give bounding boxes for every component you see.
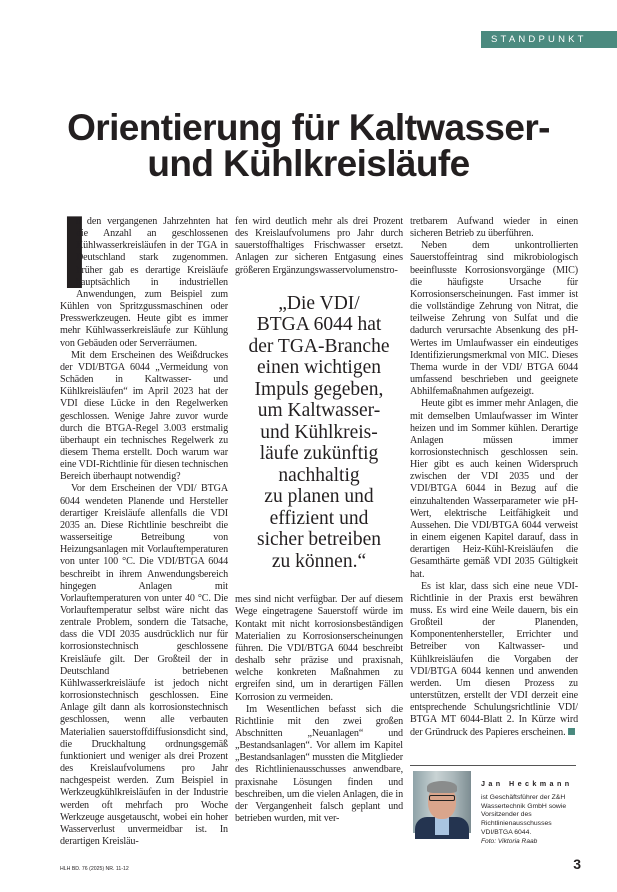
page-number: 3 bbox=[573, 856, 581, 873]
paragraph: fen wird deutlich mehr als drei Prozent des Kreislaufvolumens pro Jahr durch sauerstoffhaltiges Frischwasser ersetzt. Anlagen zur sicheren Entgasung eines größeren Ergänzungswasservolumenstro- bbox=[235, 216, 403, 276]
column-2 bbox=[235, 216, 403, 825]
issue-info: HLH BD. 76 (2025) NR. 11-12 bbox=[60, 866, 129, 873]
pull-quote-line: um Kaltwasser- bbox=[257, 400, 381, 422]
photo-credit: Foto: Viktoria Raab bbox=[481, 837, 538, 845]
text-column-2-top bbox=[235, 216, 403, 277]
pull-quote-line: und Kühlkreis- bbox=[260, 421, 378, 443]
end-mark-icon bbox=[568, 728, 575, 735]
paragraph: Im Wesentlichen befasst sich die Richtlinie mit den zwei großen Abschnitten „Neuanlagen“ und „Bestandsanlagen“. Vor allem im Kapitel „Bestandsanlagen“ mussten die Mitglieder des Richtlinienausschusses anwendbare, praxisnahe Lösungen finden und beschreiben, um die vielen Anlagen, die in der Vergangenheit falsch geplant und betrieben wurden, mit ver- bbox=[235, 703, 403, 825]
paragraph: Vor dem Erscheinen der VDI/ BTGA 6044 wendeten Planende und Hersteller derartiger Kreisläufe allenfalls die VDI 2035 an. Diese Richtlinie beschreibt die wasserseitige Betreibung von Heizungsanlagen mit Vorlauftemperaturen von unter 100 °C. Die VDI/BTGA 6044 beschreibt in ihrem Anwendungsbereich hingegen Anlagen mit Vorlauftemperaturen von unter 40 °C. Die Vorlauftemperatur selbst wäre nicht das zentrale Problem, sondern die Tatsache, dass die VDI 2035 ausdrücklich nur für korrosionstechnisch geschlossene Kreisläufe gilt. Der Großteil der in Deutschland betriebenen Kühlwasserkreisläufe ist jedoch nicht korrosionstechnisch geschlossen. Eine Anlage gilt dann als korrosionstechnisch geschlossen, wenn alle verbauten Materialien sauerstoffdiffusionsdicht sind, die Druckhaltung ordnungsgemäß funktioniert und weniger als drei Prozent des Kreislaufvolumens pro Jahr nachgespeist werden. Zum Beispiel in Werkzeugkühlkreisläufen in der Industrie werden oft mehrfach pro Woche Werkzeuge ausgetauscht, wobei ein hoher Wasserverlust unvermeidbar ist. In derartigen Kreisläu- bbox=[60, 483, 228, 847]
text-column-2-bottom bbox=[235, 594, 403, 825]
pull-quote-line: zu planen und bbox=[264, 486, 374, 508]
text-column-1 bbox=[60, 195, 228, 848]
author-name: Jan Heckmann bbox=[481, 778, 573, 788]
pull-quote-line: zu können.“ bbox=[271, 550, 367, 572]
column-3 bbox=[410, 216, 578, 847]
author-box bbox=[413, 771, 578, 847]
article-body bbox=[60, 195, 581, 892]
pull-quote-line: der TGA-Branche bbox=[248, 335, 390, 357]
pull-quote-line: nachhaltig bbox=[278, 464, 360, 486]
title-line-1: Orientierung für Kaltwasser- bbox=[67, 107, 550, 148]
pull-quote-line: effizient und bbox=[269, 507, 369, 529]
paragraph-text: Es ist klar, dass sich eine neue VDI-Richtlinie in der Praxis erst bewähren muss. Es wird eine Weile dauern, bis ein Großteil der Planenden, Komponentenhersteller, Errichter und Betreiber von Kaltwasser- und Kühlkreisläufen die Vorgaben der VDI/BTGA 6044 kennen und anwenden werden. Um diesen Prozess zu unterstützen, erstellt der VDI derzeit eine entsprechende Schulungsrichtlinie VDI/ BTGA MT 6044-Blatt 2. In Kürze wird der Gründruck des Papieres erscheinen. bbox=[410, 580, 578, 738]
section-rubric: STANDPUNKT bbox=[481, 31, 617, 48]
drop-cap: I bbox=[60, 195, 89, 311]
pull-quote-line: Impuls gegeben, bbox=[254, 378, 384, 400]
paragraph: Heute gibt es immer mehr Anlagen, die mit demselben Umlaufwasser im Winter heizen und im Sommer kühlen. Derartige Anlagen müssen immer korrosionstechnisch geschlossen sein. Hier gibt es auch keinen Widerspruch zwischen der VDI 2035 und der VDI/BTGA 6044 in Bezug auf die einzuhaltenden Wasserparameter wie pH-Wert, elektrische Leitfähigkeit und Aussehen. Die VDI/BTGA 6044 verweist in einem eigenen Kapitel darauf, dass in derartigen Heiz-Kühl-Kreisläufen die Gesamthärte gemäß VDI 2035 Gültigkeit hat. bbox=[410, 398, 578, 580]
divider bbox=[410, 765, 576, 766]
text-column-3 bbox=[410, 216, 578, 739]
pull-quote-line: einen wichtigen bbox=[257, 357, 381, 379]
page-footer bbox=[60, 856, 581, 892]
paragraph: mes sind nicht verfügbar. Der auf diesem Wege eingetragene Sauerstoff würde im Kontakt mit nicht korrosionsbeständigen Materialien zu Korrosionserscheinungen führen. Die VDI/BTGA 6044 beschreibt deshalb sehr präzise und praxisnah, welche konkreten Maßnahmen zu ergreifen sind, um in derartigen Fällen Korrosion zu vermeiden. bbox=[235, 594, 403, 703]
pull-quote bbox=[235, 293, 403, 573]
title-line-2: und Kühlkreisläufe bbox=[147, 143, 470, 184]
author-photo bbox=[413, 771, 471, 833]
pull-quote-line: BTGA 6044 hat bbox=[256, 314, 382, 336]
paragraph bbox=[410, 581, 578, 739]
paragraph: tretbarem Aufwand wieder in einen sicheren Betrieb zu überführen. bbox=[410, 216, 578, 240]
paragraph: Neben dem unkontrollierten Sauerstoffeintrag sind mikrobiologisch beeinflusste Korrosionsvorgänge (MIC) die häufigste Ursache für Korrosionserscheinungen. Fast immer ist die vollständige Zehrung von Nitrat, die teilweise Zehrung von Sulfat und die dadurch verursachte Absenkung des pH-Wertes im Umlaufwasser ein eindeutiges Identifizierungsmerkmal von MIC. Dieses Thema wurde in der VDI/ BTGA 6044 umfassend beschrieben und geeignete Abhilfemaßnahmen aufgezeigt. bbox=[410, 240, 578, 398]
article-title bbox=[0, 107, 617, 184]
pull-quote-line: „Die VDI/ bbox=[278, 292, 360, 314]
paragraph: Mit dem Erscheinen des Weißdruckes der VDI/BTGA 6044 „Vermeidung von Schäden in Kaltwasser- und Kühlkreisläufen“ im April 2023 hat der VDI diese Lücke in den Regelwerken geschlossen. Wenige Jahre zuvor wurde durch die BTGA-Regel 3.003 erstmalig überhaupt ein technisches Regelwerk zu diesem Thema erstellt. Doch warum war eine VDI-Richtlinie für diesen technischen Bereich überhaupt notwendig? bbox=[60, 349, 228, 483]
paragraph-text: n den vergangenen Jahrzehnten hat die Anzahl an geschlossenen Kühlwasserkreisläufen in der TGA in Deutschland stark zugenommen. Früher gab es derartige Kreisläufe hauptsächlich in industriellen Anwendungen, zum Beispiel zum Kühlen von Spritzgussmaschinen oder Presswerkzeugen. Heute gibt es immer mehr Kühlwasserkreisläufe zur Kühlung von Gebäuden oder Serverräumen. bbox=[60, 216, 228, 349]
pull-quote-line: sicher betreiben bbox=[257, 529, 381, 551]
pull-quote-line: läufe zukünftig bbox=[259, 443, 379, 465]
author-info bbox=[481, 779, 578, 847]
author-bio: ist Geschäftsführer der Z&H Wassertechnik GmbH sowie Vorsitzender des Richtlinienausschusses VDI/BTGA 6044. bbox=[481, 793, 567, 836]
paragraph bbox=[60, 195, 228, 350]
